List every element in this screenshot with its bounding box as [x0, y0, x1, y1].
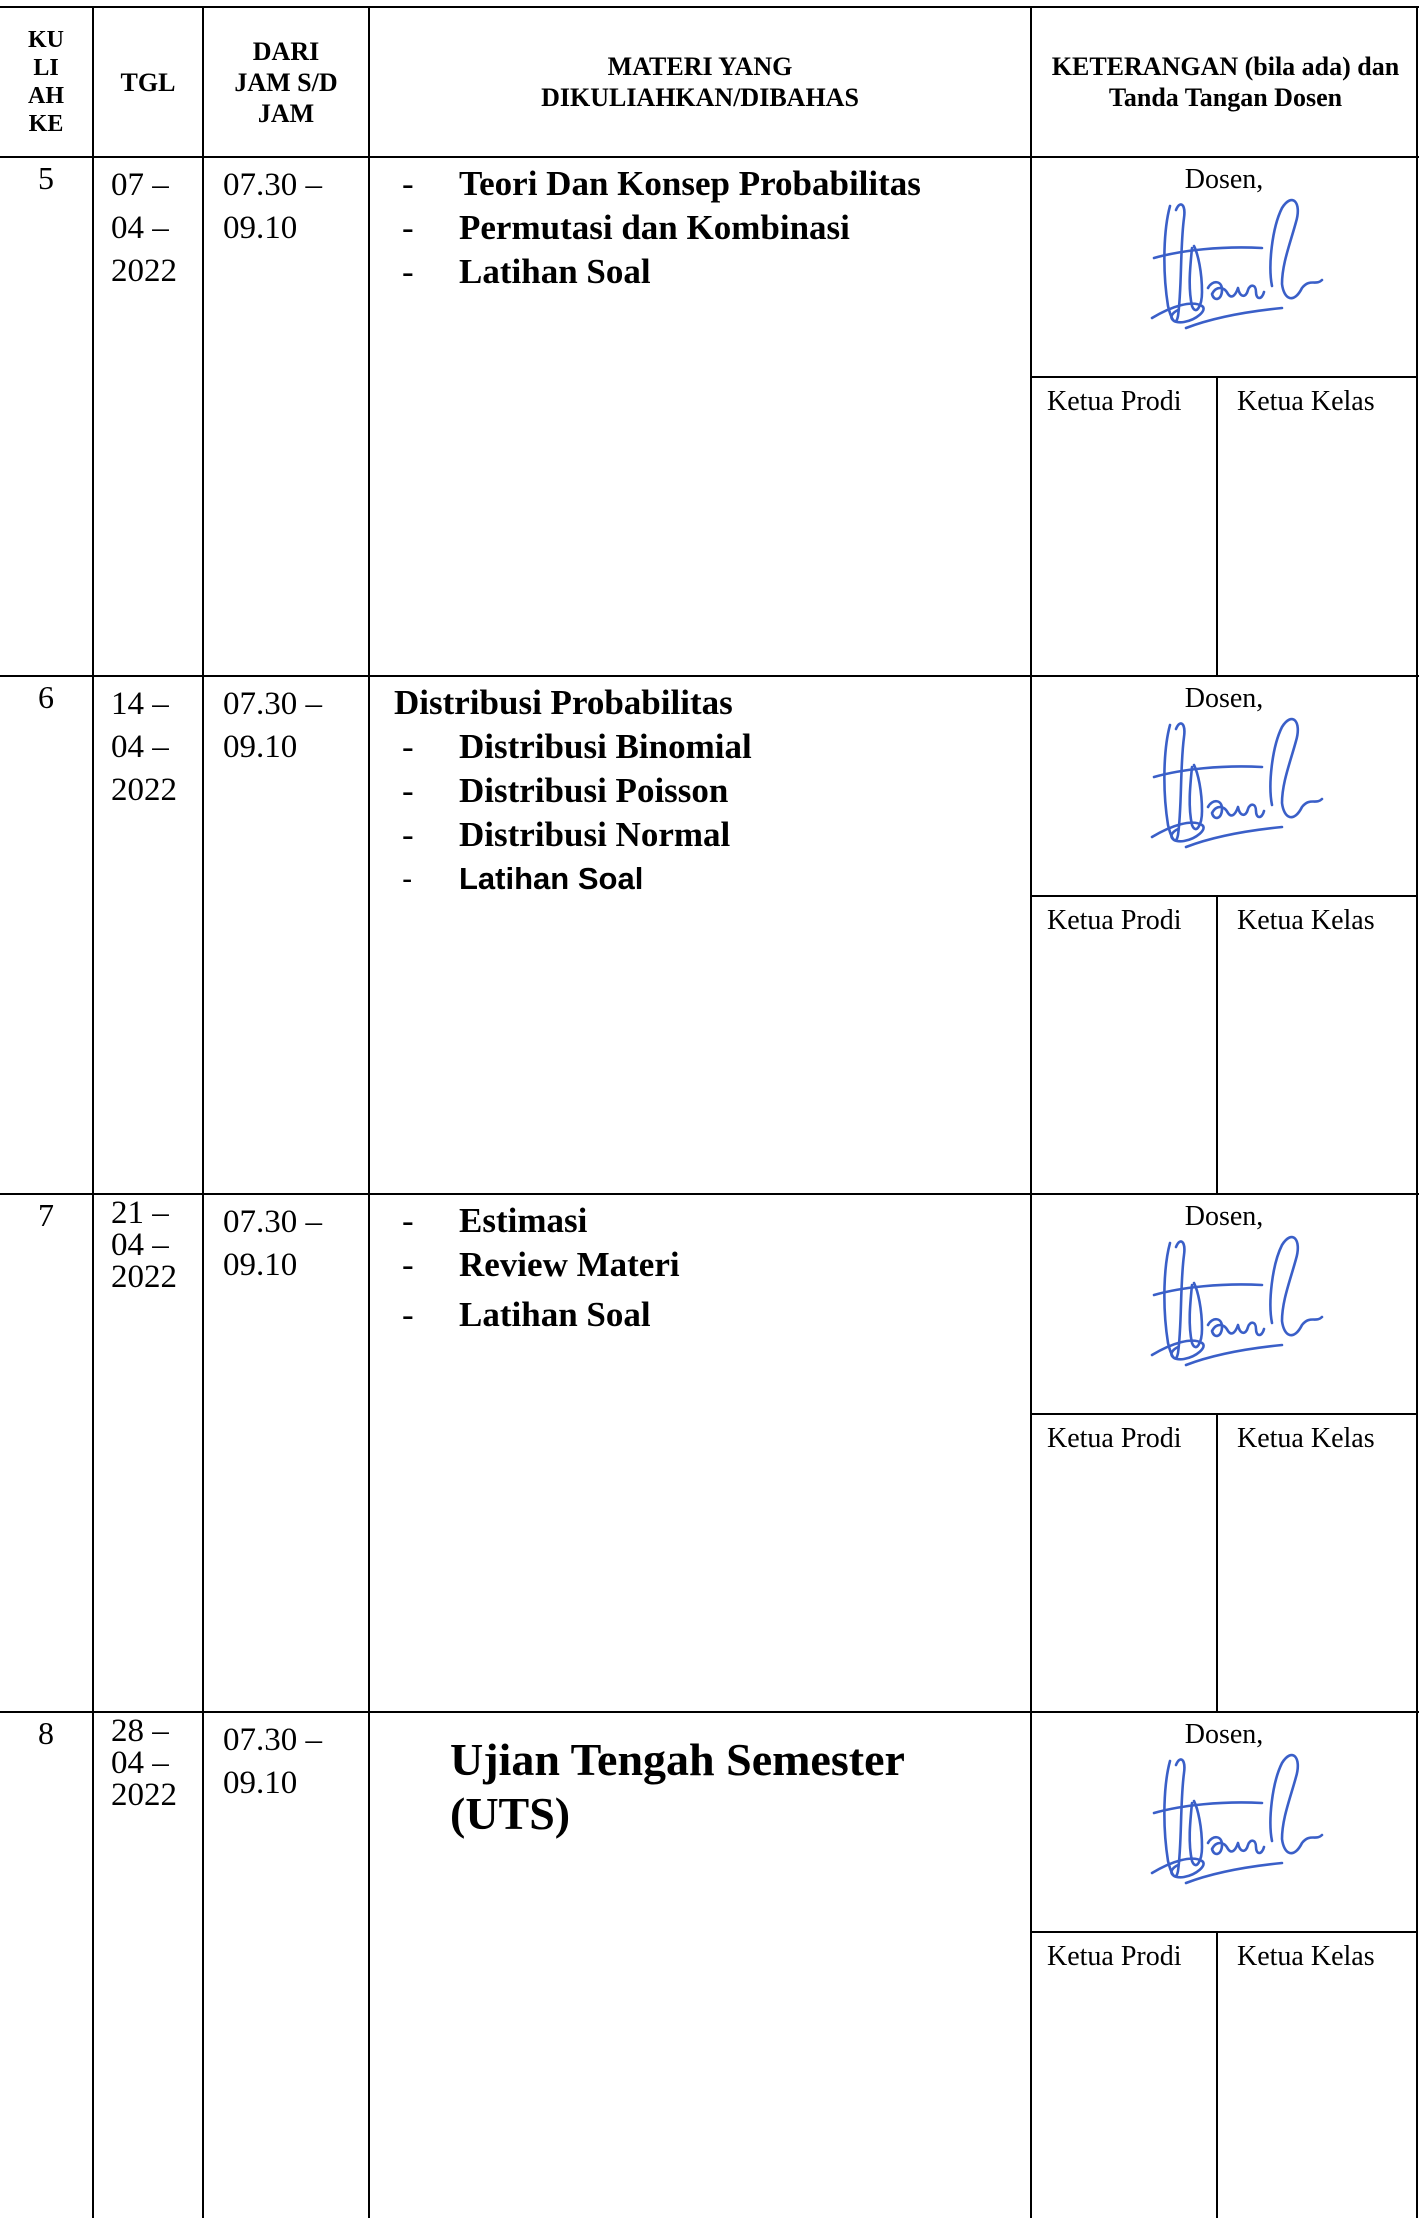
- table-row: [0, 158, 1419, 675]
- date-cell: [111, 1715, 201, 1811]
- signature-area: [1132, 1743, 1332, 1893]
- ketua-prodi-label: Ketua Prodi: [1047, 1423, 1182, 1454]
- signature-stroke: [1154, 247, 1262, 258]
- header-date-text: TGL: [120, 67, 176, 97]
- col-divider: [92, 6, 94, 2218]
- bullet-dash: -: [402, 861, 413, 896]
- header-time-text: DARI JAM S/D JAM: [234, 36, 338, 128]
- header-meeting: [0, 8, 92, 156]
- meeting-number: 7: [38, 1197, 54, 1233]
- material-item: Latihan Soal: [459, 252, 651, 291]
- time-line: 09.10: [223, 210, 298, 246]
- material-cell: [450, 1733, 1020, 1841]
- material-cell: [394, 681, 1024, 901]
- signature-stroke: [1186, 827, 1282, 847]
- list-item: [402, 1293, 1024, 1337]
- time-cell: [223, 164, 363, 250]
- signature-stroke: [1208, 1837, 1264, 1854]
- header-date: [94, 8, 202, 156]
- time-line: 09.10: [223, 729, 298, 765]
- header-notes: [1032, 8, 1419, 156]
- signature-stroke: [1190, 1283, 1202, 1347]
- date-line: 2022: [111, 1777, 177, 1813]
- signature-stroke: [1190, 246, 1202, 310]
- time-line: 07.30 –: [223, 167, 322, 203]
- bullet-dash: -: [402, 1245, 414, 1284]
- date-cell: [111, 1197, 201, 1293]
- ketua-kelas-label: Ketua Kelas: [1237, 1941, 1375, 1972]
- signature-stroke: [1190, 1801, 1202, 1865]
- bullet-dash: -: [402, 252, 414, 291]
- signature-area: [1132, 707, 1332, 857]
- material-item: Distribusi Poisson: [459, 771, 729, 810]
- ketua-kelas-label: Ketua Kelas: [1237, 905, 1375, 936]
- signature-stroke: [1186, 1345, 1282, 1365]
- time-line: 07.30 –: [223, 1722, 322, 1758]
- list-item: [402, 206, 1024, 250]
- time-cell: [223, 1719, 363, 1805]
- date-line: 28 –: [111, 1713, 169, 1749]
- signature-stroke: [1154, 1802, 1262, 1813]
- signature-block: [1032, 677, 1416, 1193]
- date-line: 04 –: [111, 210, 169, 246]
- time-cell: [223, 683, 363, 769]
- bullet-dash: -: [402, 815, 414, 854]
- signature-block: [1032, 1713, 1416, 2218]
- meeting-number: 5: [38, 160, 54, 196]
- material-item: Latihan Soal: [459, 1295, 651, 1334]
- list-item: [402, 1243, 1024, 1287]
- col-divider: [202, 6, 204, 2218]
- bullet-dash: -: [402, 727, 414, 766]
- list-item: [402, 769, 1024, 813]
- date-line: 2022: [111, 772, 177, 808]
- signature-stroke: [1208, 1319, 1264, 1336]
- list-item: [402, 725, 1024, 769]
- header-bottom-border: [0, 156, 1419, 158]
- dosen-label: Dosen,: [1184, 1201, 1264, 1232]
- date-cell: [111, 683, 201, 812]
- bullet-dash: -: [402, 1295, 414, 1334]
- header-material: [370, 8, 1030, 156]
- signature-divider: [1032, 376, 1416, 378]
- col-divider: [368, 6, 370, 2218]
- row-divider: [0, 1711, 1419, 1713]
- bullet-dash: -: [402, 208, 414, 247]
- header-meeting-text: KU LI AH KE: [28, 27, 64, 137]
- bullet-dash: -: [402, 771, 414, 810]
- lecturer-signature: [1132, 1225, 1332, 1375]
- col-divider: [1030, 6, 1032, 2218]
- signature-divider: [1032, 895, 1416, 897]
- signature-stroke: [1186, 308, 1282, 328]
- signature-area: [1132, 1225, 1332, 1375]
- signature-stroke: [1270, 1755, 1322, 1853]
- lecturer-signature: [1132, 188, 1332, 338]
- list-item: [402, 250, 1024, 294]
- meeting-number: 6: [38, 679, 54, 715]
- material-list: [402, 1199, 1024, 1337]
- ketua-kelas-label: Ketua Kelas: [1237, 386, 1375, 417]
- date-line: 14 –: [111, 686, 169, 722]
- time-line: 09.10: [223, 1247, 298, 1283]
- ketua-kelas-label: Ketua Kelas: [1237, 1423, 1375, 1454]
- table-row: [0, 1713, 1419, 2218]
- material-item: Permutasi dan Kombinasi: [459, 208, 850, 247]
- ketua-prodi-label: Ketua Prodi: [1047, 905, 1182, 936]
- signature-stroke: [1154, 1284, 1262, 1295]
- material-item: Latihan Soal: [459, 861, 644, 896]
- list-item: [402, 1199, 1024, 1243]
- header-time: [204, 8, 368, 156]
- date-line: 21 –: [111, 1195, 169, 1231]
- signature-block: [1032, 1195, 1416, 1711]
- list-item: [402, 857, 1024, 901]
- header-material-text: MATERI YANG DIKULIAHKAN/DIBAHAS: [541, 52, 859, 112]
- ketua-prodi-label: Ketua Prodi: [1047, 386, 1182, 417]
- table-row: [0, 677, 1419, 1193]
- signature-split: [1216, 1931, 1218, 2218]
- bullet-dash: -: [402, 1201, 414, 1240]
- signature-stroke: [1270, 200, 1322, 298]
- table-top-border: [0, 6, 1419, 8]
- time-line: 07.30 –: [223, 1204, 322, 1240]
- signature-split: [1216, 1413, 1218, 1711]
- signature-stroke: [1208, 801, 1264, 818]
- row-divider: [0, 675, 1419, 677]
- date-cell: [111, 164, 201, 293]
- time-cell: [223, 1201, 363, 1287]
- signature-area: [1132, 188, 1332, 338]
- material-heading: Distribusi Probabilitas: [394, 683, 733, 722]
- date-line: 2022: [111, 1259, 177, 1295]
- time-line: 07.30 –: [223, 686, 322, 722]
- list-item: [402, 813, 1024, 857]
- date-line: 04 –: [111, 729, 169, 765]
- signature-divider: [1032, 1931, 1416, 1933]
- material-item: Teori Dan Konsep Probabilitas: [459, 164, 921, 203]
- date-line: 04 –: [111, 1745, 169, 1781]
- material-item: Estimasi: [459, 1201, 588, 1240]
- material-item: Review Materi: [459, 1245, 680, 1284]
- dosen-label: Dosen,: [1184, 683, 1264, 714]
- material-item: Distribusi Normal: [459, 815, 731, 854]
- signature-divider: [1032, 1413, 1416, 1415]
- signature-stroke: [1154, 766, 1262, 777]
- material-cell: [394, 162, 1024, 294]
- dosen-label: Dosen,: [1184, 1719, 1264, 1750]
- signature-stroke: [1190, 765, 1202, 829]
- bullet-dash: -: [402, 164, 414, 203]
- lecturer-signature: [1132, 1743, 1332, 1893]
- exam-title: Ujian Tengah Semester (UTS): [450, 1734, 905, 1839]
- date-line: 04 –: [111, 1227, 169, 1263]
- material-list: [402, 162, 1024, 294]
- signature-split: [1216, 376, 1218, 675]
- date-line: 2022: [111, 253, 177, 289]
- meeting-number: 8: [38, 1715, 54, 1751]
- signature-stroke: [1208, 282, 1264, 299]
- header-notes-text: KETERANGAN (bila ada) dan Tanda Tangan Dosen: [1051, 52, 1400, 112]
- ketua-prodi-label: Ketua Prodi: [1047, 1941, 1182, 1972]
- signature-block: [1032, 158, 1416, 675]
- signature-stroke: [1186, 1863, 1282, 1883]
- material-cell: [394, 1199, 1024, 1337]
- signature-stroke: [1270, 719, 1322, 817]
- list-item: [402, 162, 1024, 206]
- date-line: 07 –: [111, 167, 169, 203]
- table-right-border: [1416, 6, 1418, 2218]
- signature-split: [1216, 895, 1218, 1193]
- lecturer-signature: [1132, 707, 1332, 857]
- table-row: [0, 1195, 1419, 1711]
- material-item: Distribusi Binomial: [459, 727, 752, 766]
- signature-stroke: [1270, 1237, 1322, 1335]
- time-line: 09.10: [223, 1765, 298, 1801]
- row-divider: [0, 1193, 1419, 1195]
- material-list: [402, 725, 1024, 901]
- dosen-label: Dosen,: [1184, 164, 1264, 195]
